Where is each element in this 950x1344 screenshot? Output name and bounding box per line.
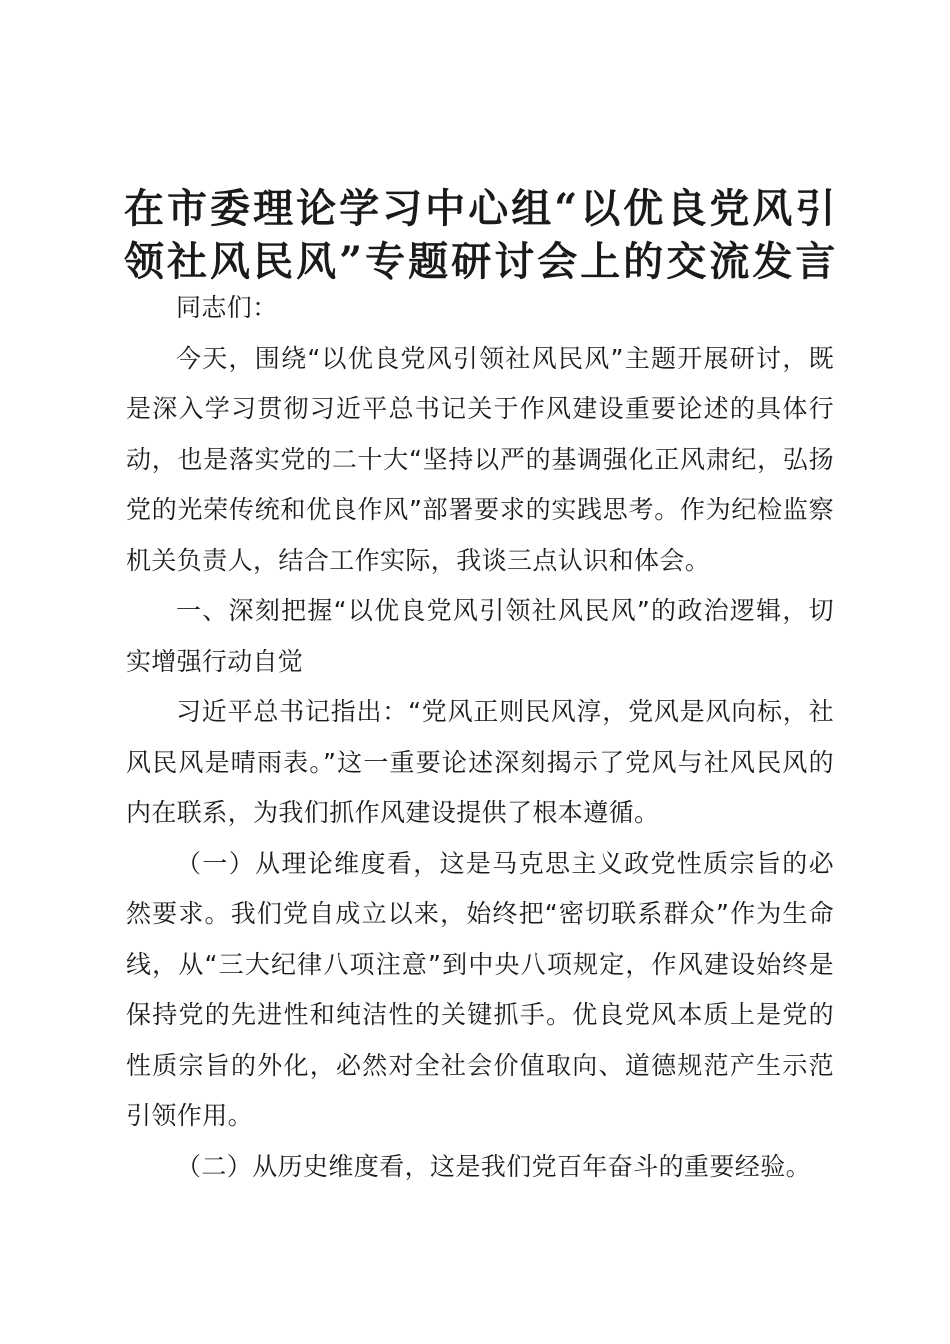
salutation: 同志们： xyxy=(176,293,278,322)
paragraph-theory: （一）从理论维度看，这是马克思主义政党性质宗旨的必然要求。我们党自成立以来，始终把“密切联系群众”作为生命线，从“三大纪律八项注意”到中央八项规定，作风建设始终是保持党的先进性和纯洁性的关键抓手。优良党风本质上是党的性质宗旨的外化，必然对全社会价值取向、道德规范产生示范引领作用。 xyxy=(126,848,834,1130)
document-title xyxy=(124,182,836,288)
document-body xyxy=(126,283,834,1192)
paragraph-intro: 今天，围绕“以优良党风引领社风民风”主题开展研讨，既是深入学习贯彻习近平总书记关于作风建设重要论述的具体行动，也是落实党的二十大“坚持以严的基调强化正风肃纪，弘扬党的光荣传统和优良作风”部署要求的实践思考。作为纪检监察机关负责人，结合工作实际，我谈三点认识和体会。 xyxy=(126,343,834,575)
section-heading-1: 一、深刻把握“以优良党风引领社风民风”的政治逻辑，切实增强行动自觉 xyxy=(126,596,834,676)
title-line-2: 领社风民风”专题研讨会上的交流发言 xyxy=(124,238,836,285)
title-line-1: 在市委理论学习中心组“以优良党风引 xyxy=(124,185,836,232)
paragraph-quote: 习近平总书记指出：“党风正则民风淳，党风是风向标，社风民风是晴雨表。”这一重要论述深刻揭示了党风与社风民风的内在联系，为我们抓作风建设提供了根本遵循。 xyxy=(126,697,834,827)
paragraph-history: （二）从历史维度看，这是我们党百年奋斗的重要经验。 xyxy=(176,1151,812,1181)
